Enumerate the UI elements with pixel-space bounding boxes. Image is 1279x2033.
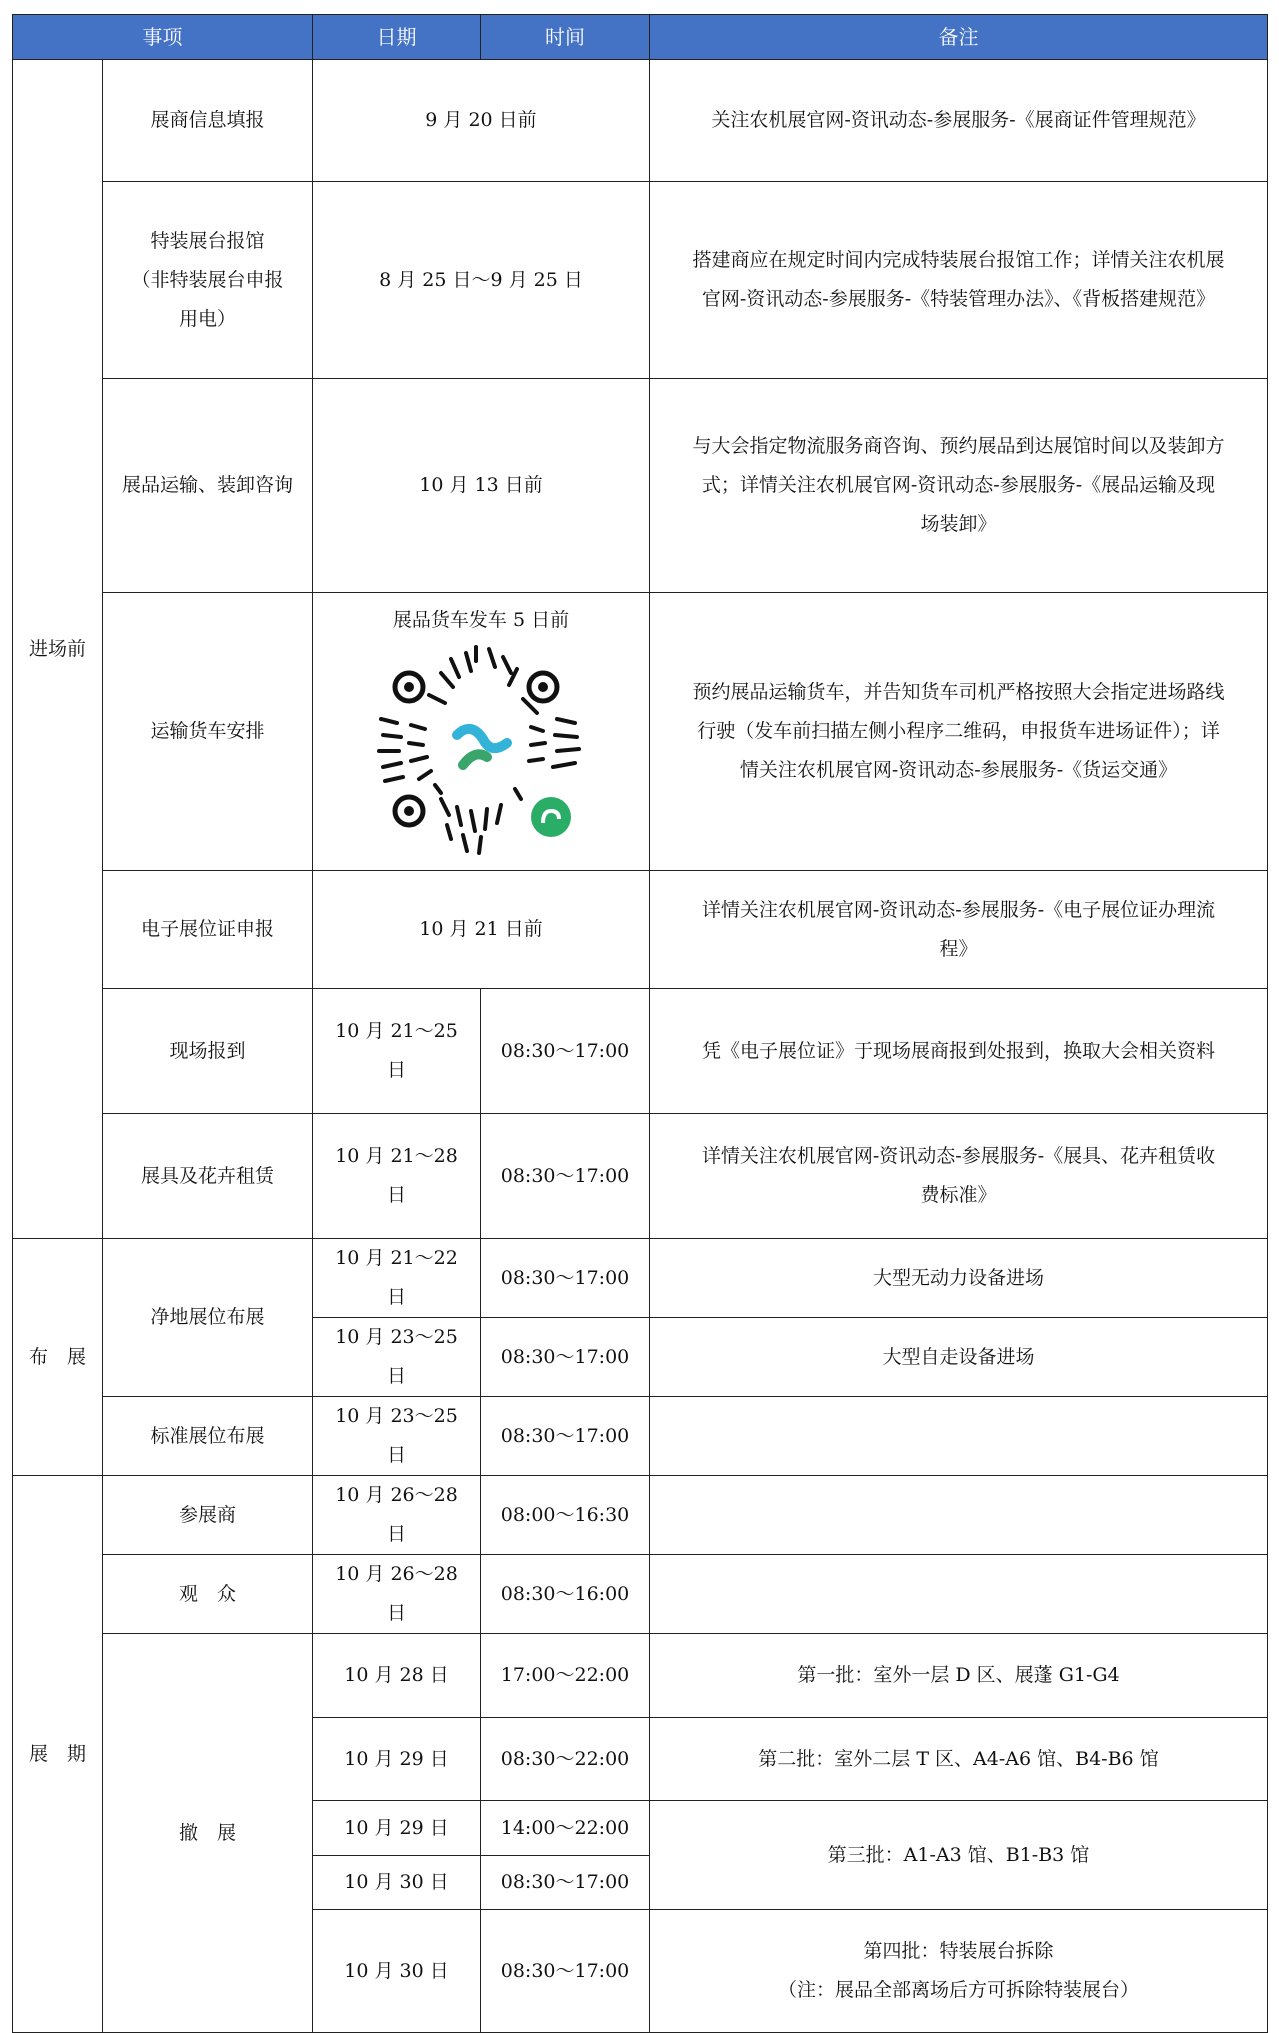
date-cell: 10 月 29 日 bbox=[313, 1718, 481, 1801]
note-line: 搭建商应在规定时间内完成特装展台报馆工作；详情关注农机展 bbox=[692, 249, 1225, 271]
phase-before: 进场前 bbox=[13, 60, 103, 1239]
time-cell: 08:30～22:00 bbox=[481, 1718, 650, 1801]
note-cell: 关注农机展官网-资讯动态-参展服务-《展商证件管理规范》 bbox=[650, 60, 1268, 182]
note-line: 程》 bbox=[939, 937, 978, 960]
date-cell: 10 月 21～28 日 bbox=[313, 1114, 481, 1239]
date-cell: 10 月 21～25 日 bbox=[313, 989, 481, 1114]
time-cell: 08:30～17:00 bbox=[481, 1114, 650, 1239]
item-line: 用电） bbox=[178, 307, 236, 330]
time-cell: 08:30～16:00 bbox=[481, 1555, 650, 1634]
date-cell: 10 月 21～22 日 bbox=[313, 1239, 481, 1318]
table-row bbox=[13, 379, 1268, 593]
item-cell: 撤 展 bbox=[103, 1634, 313, 2033]
table-row bbox=[13, 60, 1268, 182]
time-cell: 08:30～17:00 bbox=[481, 1318, 650, 1397]
item-cell: 标准展位布展 bbox=[103, 1397, 313, 1476]
note-cell bbox=[650, 1555, 1268, 1634]
header-item: 事项 bbox=[13, 15, 313, 60]
phase-show: 展 期 bbox=[13, 1476, 103, 2033]
date-caption: 展品货车发车 5 日前 bbox=[392, 608, 570, 631]
time-cell: 08:30～17:00 bbox=[481, 1397, 650, 1476]
note-line: 与大会指定物流服务商咨询、预约展品到达展馆时间以及装卸方 bbox=[692, 435, 1225, 457]
item-cell: 展具及花卉租赁 bbox=[103, 1114, 313, 1239]
date-cell: 10 月 26～28 日 bbox=[313, 1555, 481, 1634]
time-cell: 08:00～16:30 bbox=[481, 1476, 650, 1555]
qr-code-icon bbox=[371, 639, 591, 859]
note-cell bbox=[650, 871, 1268, 989]
time-cell: 08:30～17:00 bbox=[481, 1239, 650, 1318]
date-cell: 10 月 30 日 bbox=[313, 1910, 481, 2033]
item-cell: 展品运输、装卸咨询 bbox=[103, 379, 313, 593]
date-cell: 10 月 28 日 bbox=[313, 1634, 481, 1718]
note-cell: 大型无动力设备进场 bbox=[650, 1239, 1268, 1318]
note-cell: 第一批：室外一层 D 区、展蓬 G1-G4 bbox=[650, 1634, 1268, 1718]
schedule-table bbox=[12, 14, 1268, 2033]
time-cell: 08:30～17:00 bbox=[481, 1856, 650, 1910]
date-cell: 10 月 29 日 bbox=[313, 1801, 481, 1856]
note-cell bbox=[650, 182, 1268, 379]
table-row bbox=[13, 871, 1268, 989]
table-row bbox=[13, 1634, 1268, 1718]
header-date: 日期 bbox=[313, 15, 481, 60]
note-line: 详情关注农机展官网-资讯动态-参展服务-《电子展位证办理流 bbox=[701, 898, 1216, 921]
table-row bbox=[13, 1239, 1268, 1318]
header-row bbox=[13, 15, 1268, 60]
note-line: 行驶（发车前扫描左侧小程序二维码，申报货车进场证件）；详 bbox=[697, 720, 1220, 742]
item-cell: 展商信息填报 bbox=[103, 60, 313, 182]
table-row bbox=[13, 989, 1268, 1114]
note-cell bbox=[650, 1397, 1268, 1476]
note-cell bbox=[650, 379, 1268, 593]
note-cell bbox=[650, 1910, 1268, 2033]
date-cell: 10 月 13 日前 bbox=[313, 379, 650, 593]
date-cell: 10 月 26～28 日 bbox=[313, 1476, 481, 1555]
item-cell: 参展商 bbox=[103, 1476, 313, 1555]
item-line: （非特装展台申报 bbox=[131, 268, 284, 291]
table-row bbox=[13, 182, 1268, 379]
note-line: 第四批：特装展台拆除 bbox=[863, 1940, 1054, 1962]
note-cell: 第二批：室外二层 T 区、A4-A6 馆、B4-B6 馆 bbox=[650, 1718, 1268, 1801]
table-row bbox=[13, 1476, 1268, 1555]
note-line: 式；详情关注农机展官网-资讯动态-参展服务-《展品运输及现 bbox=[701, 474, 1216, 496]
item-cell bbox=[103, 182, 313, 379]
item-cell: 电子展位证申报 bbox=[103, 871, 313, 989]
item-cell: 净地展位布展 bbox=[103, 1239, 313, 1397]
item-cell: 现场报到 bbox=[103, 989, 313, 1114]
item-line: 特装展台报馆 bbox=[150, 229, 265, 252]
date-cell: 10 月 21 日前 bbox=[313, 871, 650, 989]
note-cell bbox=[650, 593, 1268, 871]
date-cell: 9 月 20 日前 bbox=[313, 60, 650, 182]
note-line: 预约展品运输货车，并告知货车司机严格按照大会指定进场路线 bbox=[692, 681, 1225, 703]
table-row bbox=[13, 1555, 1268, 1634]
note-line: 情关注农机展官网-资讯动态-参展服务-《货运交通》 bbox=[739, 759, 1178, 781]
date-cell: 10 月 30 日 bbox=[313, 1856, 481, 1910]
item-cell: 运输货车安排 bbox=[103, 593, 313, 871]
table-row bbox=[13, 1397, 1268, 1476]
date-cell: 10 月 23～25 日 bbox=[313, 1397, 481, 1476]
header-time: 时间 bbox=[481, 15, 650, 60]
table-row bbox=[13, 1114, 1268, 1239]
date-cell bbox=[313, 593, 650, 871]
date-cell: 10 月 23～25 日 bbox=[313, 1318, 481, 1397]
header-note: 备注 bbox=[650, 15, 1268, 60]
note-line: 场装卸》 bbox=[920, 513, 997, 535]
note-cell: 凭《电子展位证》于现场展商报到处报到，换取大会相关资料 bbox=[650, 989, 1268, 1114]
time-cell: 08:30～17:00 bbox=[481, 989, 650, 1114]
time-cell: 17:00～22:00 bbox=[481, 1634, 650, 1718]
note-line: 详情关注农机展官网-资讯动态-参展服务-《展具、花卉租赁收 bbox=[701, 1145, 1216, 1167]
phase-build: 布 展 bbox=[13, 1239, 103, 1476]
time-cell: 08:30～17:00 bbox=[481, 1910, 650, 2033]
note-line: （注：展品全部离场后方可拆除特装展台） bbox=[777, 1979, 1139, 2001]
table-row bbox=[13, 593, 1268, 871]
note-cell bbox=[650, 1114, 1268, 1239]
time-cell: 14:00～22:00 bbox=[481, 1801, 650, 1856]
note-cell bbox=[650, 1476, 1268, 1555]
note-line: 官网-资讯动态-参展服务-《特装管理办法》、《背板搭建规范》 bbox=[701, 288, 1216, 310]
date-cell: 8 月 25 日～9 月 25 日 bbox=[313, 182, 650, 379]
note-cell: 大型自走设备进场 bbox=[650, 1318, 1268, 1397]
item-cell: 观 众 bbox=[103, 1555, 313, 1634]
note-line: 费标准》 bbox=[920, 1184, 997, 1206]
note-cell: 第三批：A1-A3 馆、B1-B3 馆 bbox=[650, 1801, 1268, 1910]
